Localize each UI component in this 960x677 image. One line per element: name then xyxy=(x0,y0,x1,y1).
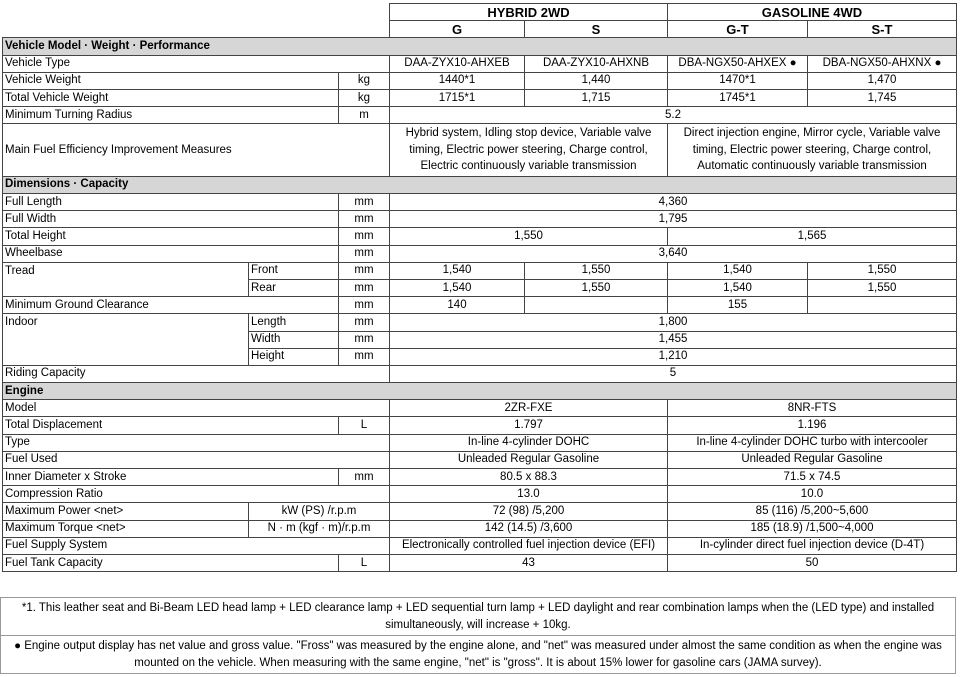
row-label: Model xyxy=(3,400,390,417)
row-label: Fuel Tank Capacity xyxy=(3,554,339,571)
unit-label: kg xyxy=(339,89,390,106)
row-label: Compression Ratio xyxy=(3,486,390,503)
hybrid-2wd-header: HYBRID 2WD xyxy=(390,4,668,21)
unit-label: mm xyxy=(339,194,390,211)
cell-gasoline: 85 (116) /5,200~5,600 xyxy=(668,503,957,520)
row-label: Fuel Supply System xyxy=(3,537,390,554)
row-label: Maximum Power <net> xyxy=(3,503,249,520)
row-compression xyxy=(3,486,957,503)
sub-label: Width xyxy=(249,331,339,348)
cell-hybrid: 72 (98) /5,200 xyxy=(390,503,668,520)
cell-gt: 155 xyxy=(668,297,808,314)
cell-st: 1,745 xyxy=(808,89,957,106)
footnote-weight: *1. This leather seat and Bi-Beam LED head lamp + LED clearance lamp + LED sequential turn lamp + LED daylight and rear combination lamps when the (LED type) and installed simultaneously, will increase + 10kg. xyxy=(21,602,935,631)
cell-gt: 1,540 xyxy=(668,279,808,296)
cell-g: 1,540 xyxy=(390,262,525,279)
cell-g: 1,540 xyxy=(390,279,525,296)
cell-hybrid: 1.797 xyxy=(390,417,668,434)
row-label: Total Height xyxy=(3,228,339,245)
cell-s: 1,550 xyxy=(525,262,668,279)
row-label: Minimum Ground Clearance xyxy=(3,297,339,314)
unit-label: L xyxy=(339,554,390,571)
unit-label: mm xyxy=(339,348,390,365)
cell-hybrid: Electronically controlled fuel injection device (EFI) xyxy=(390,537,668,554)
cell-st: DBA-NGX50-AHXNX ● xyxy=(808,55,957,72)
row-label: Full Length xyxy=(3,194,339,211)
row-max-power xyxy=(3,503,957,520)
unit-label: L xyxy=(339,417,390,434)
cell-gasoline: 1,565 xyxy=(668,228,957,245)
row-label: Vehicle Type xyxy=(3,55,390,72)
row-wheelbase xyxy=(3,245,957,262)
unit-label: kW (PS) /r.p.m xyxy=(249,503,390,520)
cell-hybrid: 142 (14.5) /3,600 xyxy=(390,520,668,537)
footnotes xyxy=(0,597,956,674)
unit-label: kg xyxy=(339,72,390,89)
unit-label: mm xyxy=(339,211,390,228)
grade-st-header: S-T xyxy=(808,21,957,38)
cell-s: DAA-ZYX10-AHXNB xyxy=(525,55,668,72)
row-label: Maximum Torque <net> xyxy=(3,520,249,537)
unit-label: mm xyxy=(339,262,390,279)
row-tread-front xyxy=(3,262,957,279)
footnote-engine-output: ● Engine output display has net value and gross value. "Fross" was measured by the engine alone, and "net" was measured under almost the same condition as when the engine was mounted on the vehicle. When measuring with the same engine, "net" is "gross". It is about 15% lower for gasoline cars (JAMA survey). xyxy=(1,635,955,673)
cell-hybrid: 2ZR-FXE xyxy=(390,400,668,417)
cell-hybrid: 43 xyxy=(390,554,668,571)
grade-g-header: G xyxy=(390,21,525,38)
row-indoor-width xyxy=(3,331,957,348)
unit-label: mm xyxy=(339,245,390,262)
cell-hybrid: 80.5 x 88.3 xyxy=(390,469,668,486)
cell-gasoline: 1.196 xyxy=(668,417,957,434)
header-group-row xyxy=(3,4,957,21)
cell-all: 1,455 xyxy=(390,331,957,348)
row-label: Wheelbase xyxy=(3,245,339,262)
cell-st: 1,550 xyxy=(808,262,957,279)
sub-label: Front xyxy=(249,262,339,279)
cell-st: 1,470 xyxy=(808,72,957,89)
sub-label: Height xyxy=(249,348,339,365)
row-total-height xyxy=(3,228,957,245)
cell-all: 4,360 xyxy=(390,194,957,211)
row-label: Main Fuel Efficiency Improvement Measures xyxy=(3,124,390,177)
row-fuel-tank xyxy=(3,554,957,571)
grade-s-header: S xyxy=(525,21,668,38)
row-indoor-length xyxy=(3,314,957,331)
spec-table xyxy=(2,3,957,572)
row-label: Full Width xyxy=(3,211,339,228)
cell-gasoline: In-line 4-cylinder DOHC turbo with intercooler xyxy=(668,434,957,451)
cell-hybrid: In-line 4-cylinder DOHC xyxy=(390,434,668,451)
row-label: Indoor xyxy=(3,314,249,331)
row-bore-stroke xyxy=(3,469,957,486)
row-vehicle-type xyxy=(3,55,957,72)
unit-label: mm xyxy=(339,297,390,314)
cell-st: 1,550 xyxy=(808,279,957,296)
cell-all: 3,640 xyxy=(390,245,957,262)
unit-label: mm xyxy=(339,469,390,486)
cell-hybrid: 13.0 xyxy=(390,486,668,503)
row-fuel-measures xyxy=(3,124,957,177)
cell-g: 140 xyxy=(390,297,525,314)
unit-label: mm xyxy=(339,314,390,331)
row-full-length xyxy=(3,194,957,211)
cell-gt: DBA-NGX50-AHXEX ● xyxy=(668,55,808,72)
cell-s: 1,440 xyxy=(525,72,668,89)
unit-label: N · m (kgf · m)/r.p.m xyxy=(249,520,390,537)
row-label: Fuel Used xyxy=(3,451,390,468)
row-turning-radius xyxy=(3,107,957,124)
row-label: Type xyxy=(3,434,390,451)
sub-label: Rear xyxy=(249,279,339,296)
cell-hybrid: Hybrid system, Idling stop device, Variable valve timing, Electric power steering, Charge control, Electric continuously variable transmission xyxy=(390,124,668,177)
cell-gasoline: 71.5 x 74.5 xyxy=(668,469,957,486)
cell-gasoline: 185 (18.9) /1,500~4,000 xyxy=(668,520,957,537)
cell-hybrid: Unleaded Regular Gasoline xyxy=(390,451,668,468)
row-tread-rear xyxy=(3,279,957,296)
cell-gt: 1,540 xyxy=(668,262,808,279)
cell-s: 1,550 xyxy=(525,279,668,296)
cell-gt: 1470*1 xyxy=(668,72,808,89)
row-label: Total Displacement xyxy=(3,417,339,434)
grade-gt-header: G-T xyxy=(668,21,808,38)
row-full-width xyxy=(3,211,957,228)
cell-gt: 1745*1 xyxy=(668,89,808,106)
section-engine: Engine xyxy=(3,383,957,400)
section-dimensions: Dimensions · Capacity xyxy=(3,176,957,193)
row-label: Riding Capacity xyxy=(3,365,390,382)
cell-all: 5.2 xyxy=(390,107,957,124)
row-riding-capacity xyxy=(3,365,957,382)
cell-gasoline: 50 xyxy=(668,554,957,571)
cell-g: DAA-ZYX10-AHXEB xyxy=(390,55,525,72)
cell-s: 1,715 xyxy=(525,89,668,106)
unit-label: mm xyxy=(339,331,390,348)
cell-g: 1715*1 xyxy=(390,89,525,106)
row-label: Tread xyxy=(3,262,249,279)
cell-g: 1440*1 xyxy=(390,72,525,89)
row-max-torque xyxy=(3,520,957,537)
unit-label: m xyxy=(339,107,390,124)
section-vehicle: Vehicle Model · Weight · Performance xyxy=(3,38,957,55)
row-ground-clearance xyxy=(3,297,957,314)
row-indoor-height xyxy=(3,348,957,365)
gasoline-4wd-header: GASOLINE 4WD xyxy=(668,4,957,21)
row-vehicle-weight xyxy=(3,72,957,89)
row-model xyxy=(3,400,957,417)
cell-gasoline: In-cylinder direct fuel injection device (D-4T) xyxy=(668,537,957,554)
cell-all: 1,795 xyxy=(390,211,957,228)
header-grade-row xyxy=(3,21,957,38)
cell-all: 1,210 xyxy=(390,348,957,365)
row-fuel-supply xyxy=(3,537,957,554)
sub-label: Length xyxy=(249,314,339,331)
row-label: Minimum Turning Radius xyxy=(3,107,339,124)
row-fuel-used xyxy=(3,451,957,468)
cell-all: 5 xyxy=(390,365,957,382)
row-label: Inner Diameter x Stroke xyxy=(3,469,339,486)
cell-gasoline: Direct injection engine, Mirror cycle, Variable valve timing, Electric power steering, Charge control, Automatic continuously variable transmission xyxy=(668,124,957,177)
unit-label: mm xyxy=(339,279,390,296)
row-displacement xyxy=(3,417,957,434)
row-label: Vehicle Weight xyxy=(3,72,339,89)
row-label: Total Vehicle Weight xyxy=(3,89,339,106)
cell-all: 1,800 xyxy=(390,314,957,331)
unit-label: mm xyxy=(339,228,390,245)
row-total-weight xyxy=(3,89,957,106)
cell-hybrid: 1,550 xyxy=(390,228,668,245)
cell-gasoline: Unleaded Regular Gasoline xyxy=(668,451,957,468)
row-type xyxy=(3,434,957,451)
cell-gasoline: 8NR-FTS xyxy=(668,400,957,417)
cell-gasoline: 10.0 xyxy=(668,486,957,503)
